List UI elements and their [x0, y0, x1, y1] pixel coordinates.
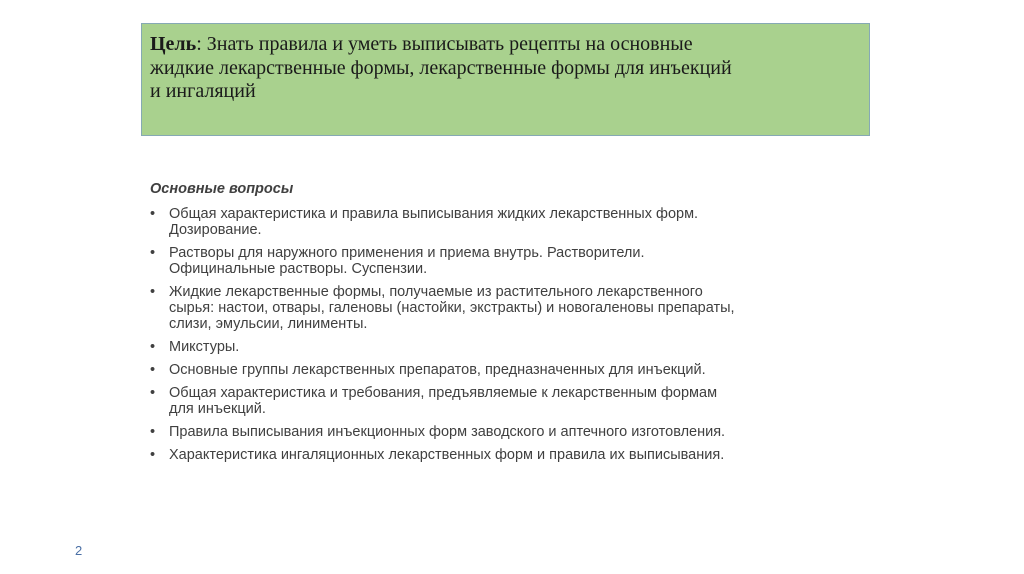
- bullet-icon: •: [150, 245, 156, 261]
- list-item: [150, 447, 735, 463]
- list-item-line: Общая характеристика и требования, предъявляемые к лекарственным формам: [169, 385, 718, 401]
- bullet-icon: •: [150, 362, 156, 378]
- goal-box: [141, 23, 870, 136]
- list-item-line: Официнальные растворы. Суспензии.: [169, 261, 428, 277]
- list-item: [150, 385, 735, 417]
- bullet-icon: •: [150, 385, 156, 401]
- list-item-line: Характеристика ингаляционных лекарственных форм и правила их выписывания.: [169, 447, 725, 463]
- bullet-icon: •: [150, 424, 156, 440]
- list-item-line: Общая характеристика и правила выписывания жидких лекарственных форм.: [169, 206, 699, 222]
- list-item-line: для инъекций.: [169, 401, 266, 417]
- list-item-line: Жидкие лекарственные формы, получаемые из растительного лекарственного: [169, 284, 703, 300]
- questions-heading: Основные вопросы: [150, 181, 294, 197]
- list-item-line: Правила выписывания инъекционных форм заводского и аптечного изготовления.: [169, 424, 726, 440]
- list-item: [150, 284, 735, 332]
- list-item-line: Микстуры.: [169, 339, 240, 355]
- list-item-line: слизи, эмульсии, линименты.: [169, 316, 368, 332]
- bullet-icon: •: [150, 447, 156, 463]
- bullet-icon: •: [150, 339, 156, 355]
- bullet-icon: •: [150, 284, 156, 300]
- list-item: [150, 245, 735, 277]
- page-number: 2: [75, 543, 83, 558]
- list-item-line: сырья: настои, отвары, галеновы (настойки, экстракты) и новогаленовы препараты,: [169, 300, 735, 316]
- goal-line: жидкие лекарственные формы, лекарственные формы для инъекций: [150, 56, 732, 79]
- list-item: [150, 206, 735, 238]
- list-item: [150, 424, 735, 440]
- bullet-icon: •: [150, 206, 156, 222]
- questions-section: [150, 181, 735, 470]
- list-item: [150, 339, 735, 355]
- goal-line: Цель: Знать правила и уметь выписывать рецепты на основные: [150, 33, 693, 55]
- list-item-line: Растворы для наружного применения и приема внутрь. Растворители.: [169, 245, 645, 261]
- goal-line: и ингаляций: [150, 80, 256, 102]
- list-item: [150, 362, 735, 378]
- list-item-line: Дозирование.: [169, 222, 262, 238]
- goal-label: Цель: [150, 33, 197, 55]
- list-item-line: Основные группы лекарственных препаратов, предназначенных для инъекций.: [169, 362, 706, 378]
